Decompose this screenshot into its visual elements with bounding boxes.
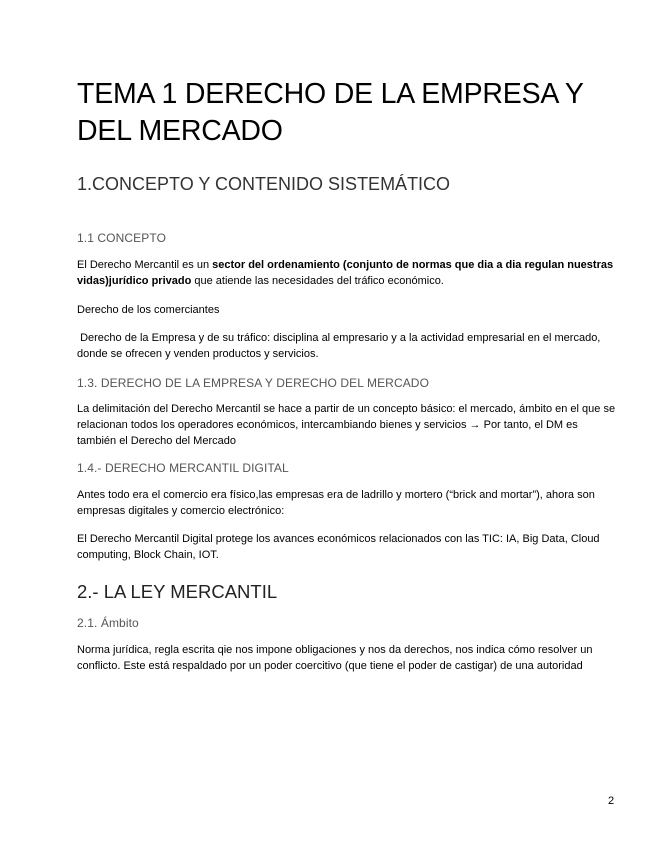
business-law-paragraph: Derecho de la Empresa y de su tráfico: disciplina al empresario y a la actividad empresarial en el mercado, donde se ofrecen y venden productos y servicios. <box>77 332 604 360</box>
concept-paragraph <box>77 257 617 289</box>
section-1-heading: 1.CONCEPTO Y CONTENIDO SISTEMÁTICO <box>77 174 451 194</box>
legal-norm-paragraph: Norma jurídica, regla escrita qie nos impone obligaciones y nos da derechos, nos indica cómo resolver un conflicto. Este está respaldado por un poder coercitivo (que tiene el poder de castigar) de una autoridad <box>77 644 593 672</box>
section-2-heading: 2.- LA LEY MERCANTIL <box>77 581 278 602</box>
subsection-1-3-heading: 1.3. DERECHO DE LA EMPRESA Y DERECHO DEL MERCADO <box>77 376 430 390</box>
document-title: TEMA 1 DERECHO DE LA EMPRESA Y DEL MERCADO <box>77 78 584 147</box>
digital-commerce-paragraph: Antes todo era el comercio era físico,las empresas era de ladrillo y mortero (“brick and mortar”), ahora son empresas digitales y comercio electrónico: <box>77 489 595 517</box>
market-law-paragraph: La delimitación del Derecho Mercantil se hace a partir de un concepto básico: el mercado, ámbito en el que se relacionan todos los operadores económicos, intercambiando bienes y servicios → Por tanto, el DM es también el Derecho del Mercado <box>77 403 616 447</box>
document-page <box>77 76 617 674</box>
digital-law-paragraph: El Derecho Mercantil Digital protege los avances económicos relacionados con las TIC: IA, Big Data, Cloud computing, Block Chain, IOT. <box>77 533 600 561</box>
concept-text-bold: sector del ordenamiento (conjunto de normas que dia a dia regulan nuestras vidas)jurídico privado <box>77 259 614 287</box>
subsection-1-1-heading: 1.1 CONCEPTO <box>77 231 167 245</box>
concept-text-end: que atiende las necesidades del tráfico económico. <box>191 275 444 287</box>
merchants-law-paragraph: Derecho de los comerciantes <box>77 304 220 316</box>
concept-text-start: El Derecho Mercantil es un <box>77 259 213 271</box>
page-number: 2 <box>608 795 615 807</box>
subsection-1-4-heading: 1.4.- DERECHO MERCANTIL DIGITAL <box>77 461 289 475</box>
subsection-2-1-heading: 2.1. Ámbito <box>77 616 139 630</box>
